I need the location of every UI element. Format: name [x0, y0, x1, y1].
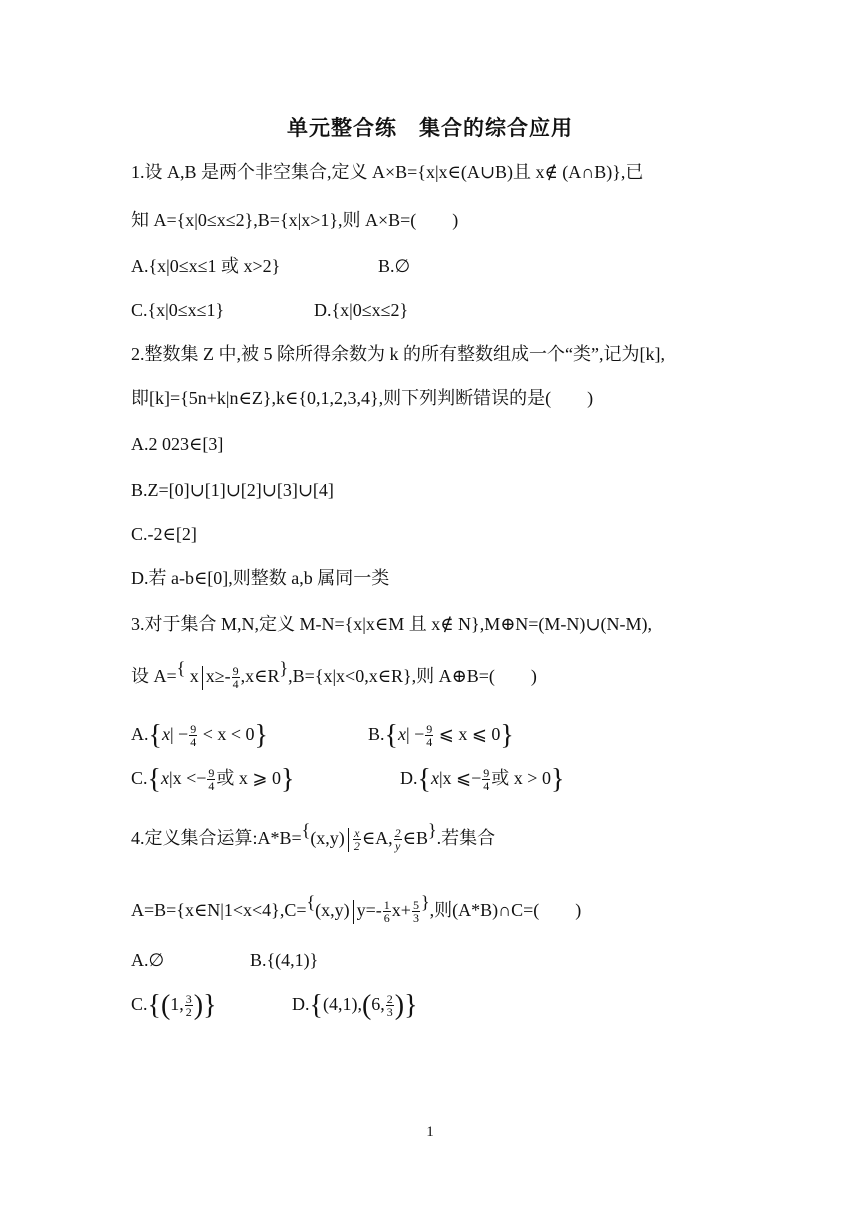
page-number: 1 — [426, 1124, 434, 1140]
q1-stem-line2: 知 A={x|0≤x≤2},B={x|x>1},则 A×B=( ) — [131, 210, 459, 230]
q3-line2-rest: ,B={x|x<0,x∈R},则 A⊕B=( ) — [288, 666, 537, 686]
q3-set-cond: x≥- — [205, 666, 231, 686]
q3-option-a: A.{x| − $\frac{9}{4}$ < x < 0} — [131, 719, 268, 751]
q3-stem-line2: 设 A={ x x≥- $\frac{9}{4}$ ,x∈R},B={x|x<0,x∈R},则 A⊕B=( ) — [131, 658, 537, 692]
q2-option-c: C.-2∈[2] — [131, 524, 197, 544]
q3-fraction: $\frac{9}{4}$ — [232, 664, 239, 692]
q3-set-tail: ,x∈R — [240, 666, 280, 686]
q1-option-c: C.{x|0≤x≤1} — [131, 300, 225, 320]
q4-option-d: D.{(4,1),(6, $\frac{2}{3}$ )} — [292, 989, 418, 1021]
q2-stem-line2: 即[k]={5n+k|n∈Z},k∈{0,1,2,3,4},则下列判断错误的是( ) — [131, 388, 594, 408]
page-title: 单元整合练 集合的综合应用 — [287, 116, 573, 140]
q3-stem-line1: 3.对于集合 M,N,定义 M-N={x|x∈M 且 x∉ N},M⊕N=(M-N)∪(N-M), — [131, 614, 652, 634]
q3-option-b: B.{x| − $\frac{9}{4}$ ⩽ x ⩽ 0} — [368, 719, 514, 751]
q2-option-d: D.若 a-b∈[0],则整数 a,b 属同一类 — [131, 568, 390, 588]
q2-option-a: A.2 023∈[3] — [131, 434, 224, 454]
q4-option-b: B.{(4,1)} — [250, 950, 319, 970]
q3-option-d: D.{x|x ⩽− $\frac{9}{4}$ 或 x > 0} — [400, 763, 565, 795]
q3-set-var: x — [189, 666, 199, 686]
q2-stem-line1: 2.整数集 Z 中,被 5 除所得余数为 k 的所有整数组成一个“类”,记为[k], — [131, 344, 665, 364]
q4-option-c: C.{(1, $\frac{3}{2}$ )} — [131, 989, 217, 1021]
q4-option-a: A.∅ — [131, 950, 165, 970]
q2-option-b: B.Z=[0]∪[1]∪[2]∪[3]∪[4] — [131, 480, 334, 500]
q3-option-c: C.{x|x <− $\frac{9}{4}$ 或 x ⩾ 0} — [131, 763, 295, 795]
q1-option-b: B.∅ — [378, 256, 411, 276]
q4-stem-line2: A=B={x∈N|1<x<4},C={(x,y) y=- $\frac{1}{6}$ x+ $\frac{5}{3}$ },则(A*B)∩C=( ) — [131, 892, 582, 926]
q1-option-a: A.{x|0≤x≤1 或 x>2} — [131, 256, 281, 276]
q4-stem-line1: 4.定义集合运算:A*B={(x,y) $\frac{x}{2}$ ∈A, $\frac{2}{y}$ ∈B}.若集合 — [131, 820, 496, 854]
q1-option-d: D.{x|0≤x≤2} — [314, 300, 409, 320]
q3-line2-prefix: 设 A= — [131, 666, 177, 686]
q1-stem-line1: 1.设 A,B 是两个非空集合,定义 A×B={x|x∈(A∪B)且 x∉ (A∩B)},已 — [131, 162, 644, 182]
